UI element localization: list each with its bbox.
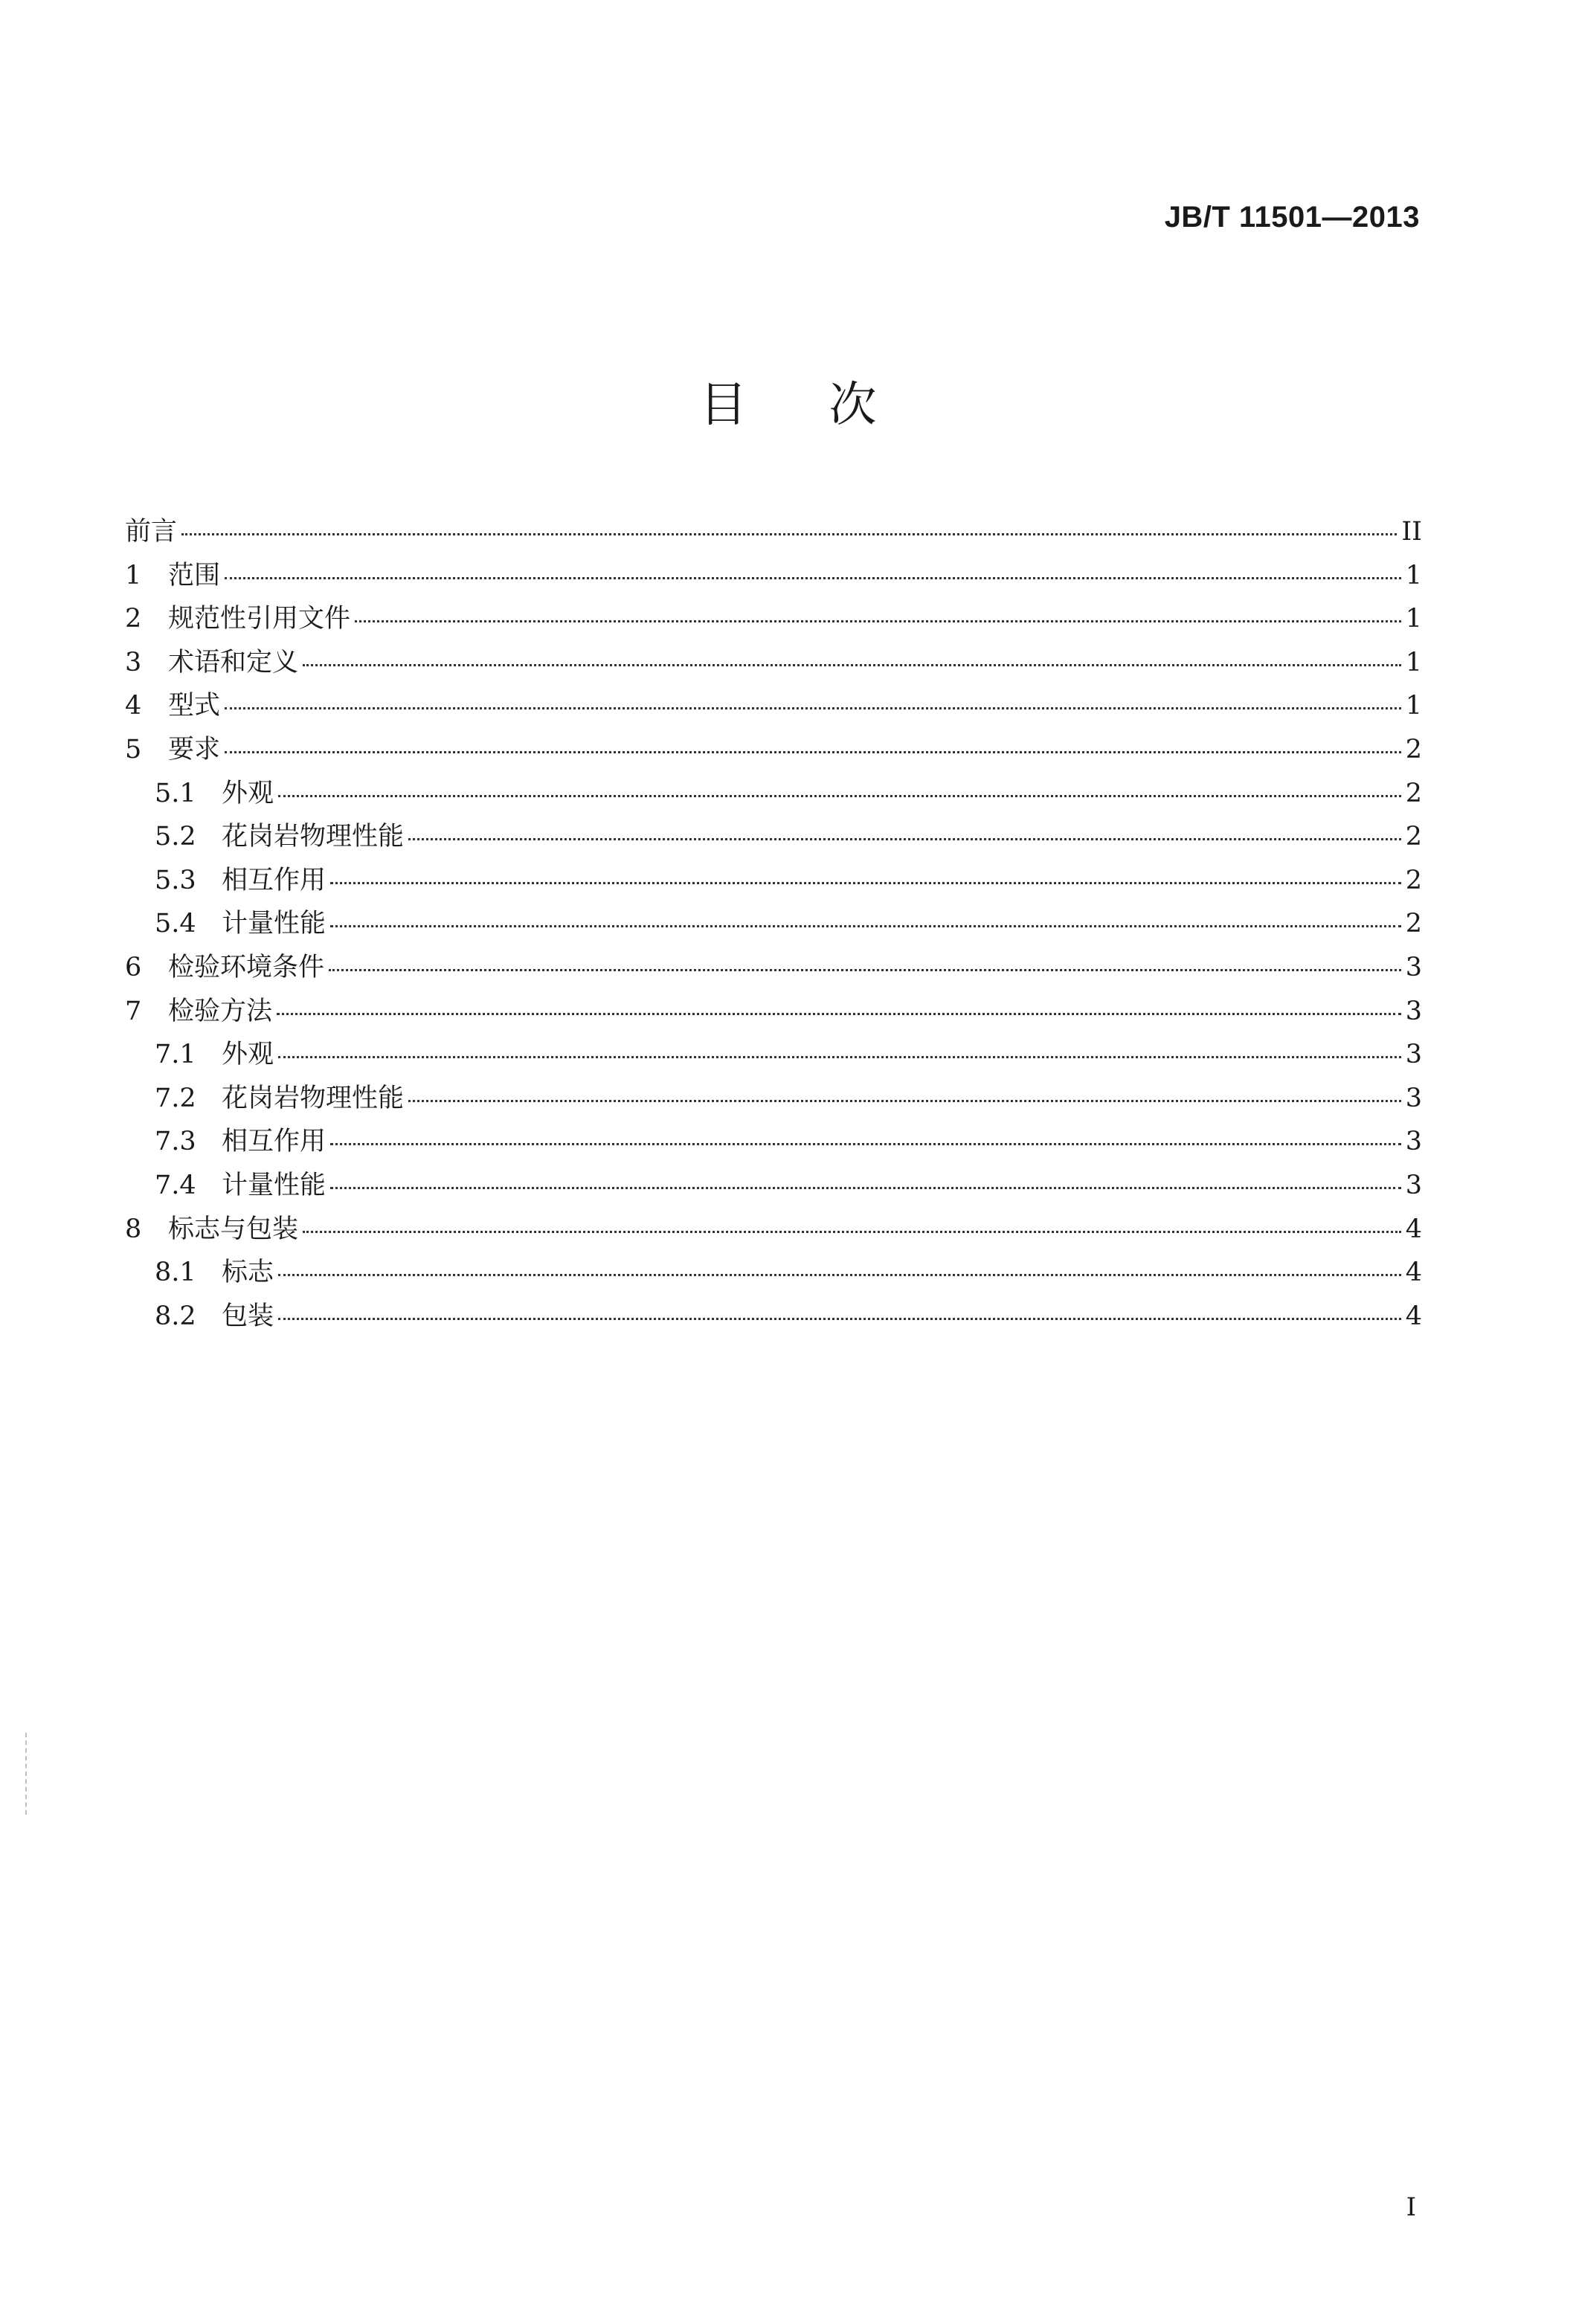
toc-entry-page: II [1401,517,1422,547]
toc-entry-number: 3 [125,647,142,677]
toc-entry-page: 4 [1405,1258,1422,1288]
toc-entry-number: 5 [125,734,142,765]
toc-dot-leader [408,837,1401,840]
toc-dot-leader [278,1055,1401,1058]
toc-entry-page: 4 [1405,1301,1422,1331]
toc-dot-leader [303,1230,1401,1233]
toc-entry-number: 8.1 [155,1258,196,1288]
toc-dot-leader [303,663,1401,666]
toc-entry-number: 5.1 [155,778,196,808]
toc-entry[interactable] [125,772,1422,816]
page-number: I [1406,2192,1416,2222]
toc-entry-number: 4 [125,691,142,721]
toc-entry-page: 3 [1405,1040,1422,1070]
toc-entry-number: 5.3 [155,865,196,895]
toc-entry[interactable] [125,1120,1422,1164]
toc-dot-leader [277,1012,1401,1015]
toc-entry-page: 3 [1405,1170,1422,1200]
toc-entry-label: 外观 [222,1040,274,1070]
toc-entry-label: 要求 [168,734,221,765]
toc-entry-page: 3 [1405,1127,1422,1157]
toc-entry-number: 6 [125,952,142,982]
toc-entry-page: 3 [1405,952,1422,982]
toc-entry-label: 包装 [222,1301,274,1331]
toc-entry[interactable] [125,1033,1422,1077]
toc-entry-page: 1 [1405,560,1422,590]
toc-entry-label: 标志 [222,1258,274,1288]
toc-entry[interactable] [125,990,1422,1034]
toc-entry[interactable] [125,597,1422,641]
scan-margin-marks [25,1733,28,1815]
toc-entry[interactable] [125,684,1422,728]
toc-entry[interactable] [125,1208,1422,1252]
toc-dot-leader [330,1186,1401,1189]
toc-entry-label: 外观 [222,778,274,808]
toc-dot-leader [278,1273,1401,1276]
toc-entry-label: 计量性能 [222,1170,327,1200]
toc-entry[interactable] [125,946,1422,990]
toc-entry-number: 2 [125,604,142,634]
toc-entry-label: 检验方法 [168,996,273,1026]
toc-entry-number: 1 [125,560,142,590]
toc-entry-number: 7.1 [155,1040,196,1070]
toc-entry-number: 5.4 [155,909,196,939]
toc-entry-page: 2 [1405,734,1422,765]
toc-entry-page: 4 [1405,1214,1422,1244]
toc-entry[interactable] [125,728,1422,772]
toc-entry-number: 5.2 [155,822,196,852]
toc-entry[interactable] [125,1164,1422,1208]
toc-dot-leader [329,968,1401,971]
title-char-1: 目 [699,378,747,433]
toc-entry-label: 花岗岩物理性能 [222,822,405,852]
toc-entry-number: 7 [125,996,142,1026]
toc-entry-page: 2 [1405,909,1422,939]
page-title [0,376,1576,435]
toc-entry-label: 术语和定义 [168,647,299,677]
toc-dot-leader [225,750,1401,753]
toc-dot-leader [225,576,1401,579]
toc-entry-label: 范围 [168,560,221,590]
toc-entry-page: 2 [1405,822,1422,852]
toc-entry[interactable] [125,510,1422,554]
toc-entry-label: 前言 [125,517,178,547]
toc-dot-leader [278,1317,1401,1320]
toc-dot-leader [278,794,1401,797]
toc-entry[interactable] [125,859,1422,903]
toc-entry-label: 相互作用 [222,865,327,895]
toc-entry-label: 计量性能 [222,909,327,939]
toc-entry-page: 1 [1405,691,1422,721]
toc-entry[interactable] [125,815,1422,859]
toc-entry-label: 检验环境条件 [168,952,325,982]
standard-code: JB/T 11501—2013 [1164,201,1420,234]
toc-entry[interactable] [125,1295,1422,1339]
toc-entry-page: 3 [1405,996,1422,1026]
toc-entry-page: 1 [1405,604,1422,634]
toc-entry-number: 7.2 [155,1083,196,1113]
toc-dot-leader [355,619,1401,622]
toc-dot-leader [225,706,1401,709]
toc-dot-leader [408,1099,1401,1102]
toc-entry[interactable] [125,554,1422,598]
table-of-contents [125,510,1422,1338]
toc-entry-label: 型式 [168,691,221,721]
toc-dot-leader [330,881,1401,884]
toc-dot-leader [330,1142,1401,1145]
toc-entry[interactable] [125,1251,1422,1295]
toc-entry-number: 7.3 [155,1127,196,1157]
toc-entry-page: 1 [1405,647,1422,677]
toc-entry-label: 花岗岩物理性能 [222,1083,405,1113]
toc-entry-page: 2 [1405,778,1422,808]
toc-entry-page: 3 [1405,1083,1422,1113]
toc-entry-number: 8.2 [155,1301,196,1331]
toc-entry-number: 7.4 [155,1170,196,1200]
toc-dot-leader [181,532,1397,535]
title-char-2: 次 [829,378,877,433]
toc-entry[interactable] [125,641,1422,685]
toc-entry[interactable] [125,1077,1422,1121]
toc-entry[interactable] [125,902,1422,946]
toc-entry-label: 规范性引用文件 [168,604,351,634]
toc-entry-page: 2 [1405,865,1422,895]
toc-entry-number: 8 [125,1214,142,1244]
toc-entry-label: 相互作用 [222,1127,327,1157]
toc-dot-leader [330,924,1401,927]
toc-entry-label: 标志与包装 [168,1214,299,1244]
